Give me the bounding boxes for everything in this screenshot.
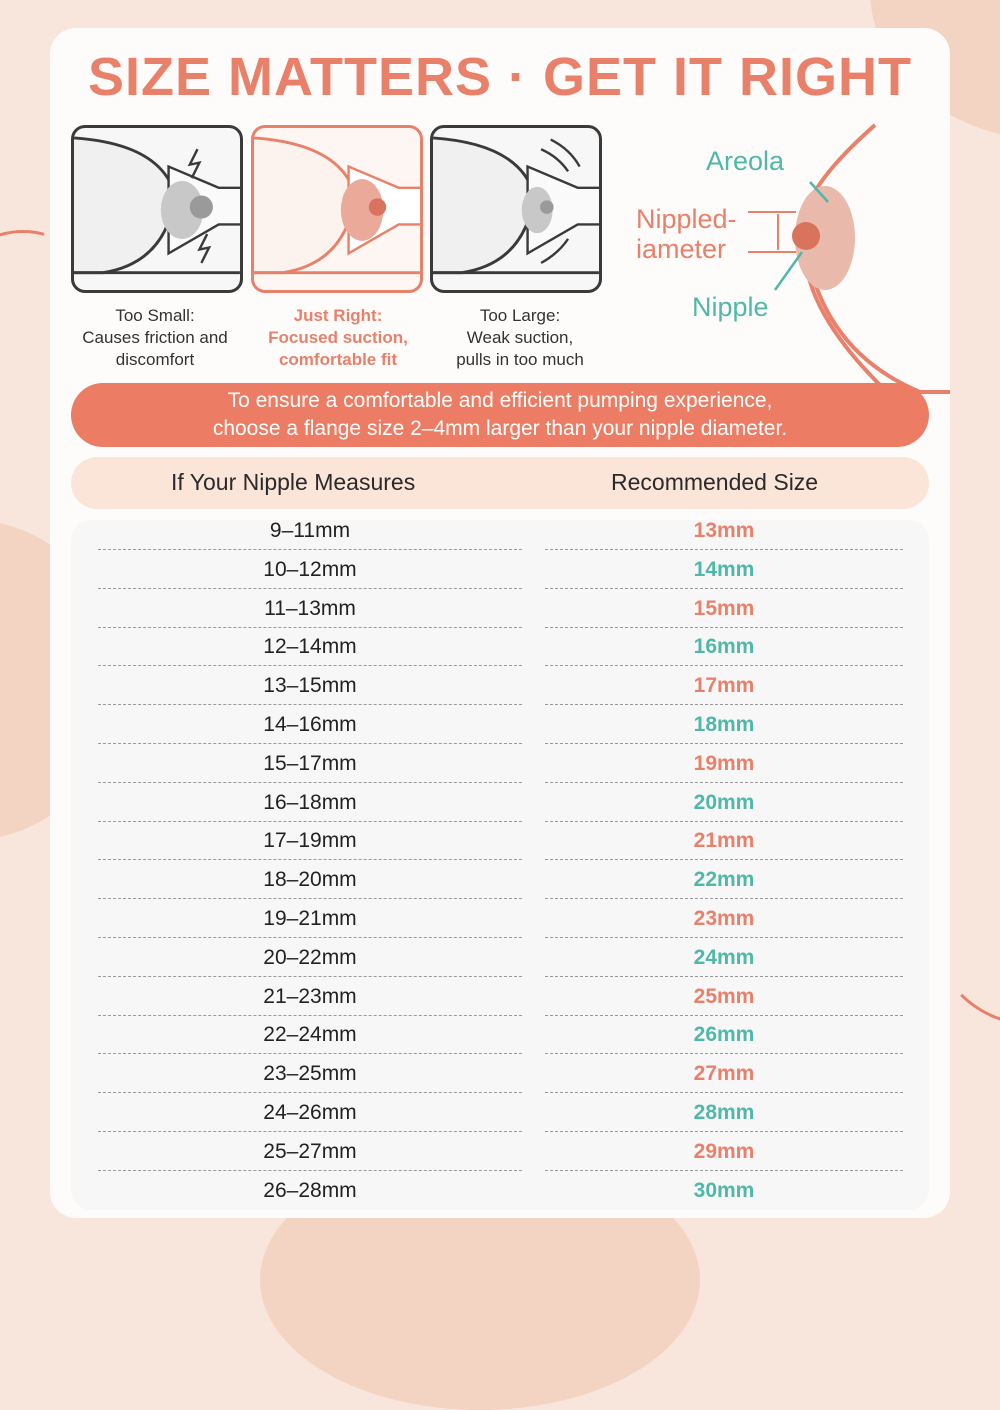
table-row [0, 705, 1000, 744]
just-right-caption [243, 305, 433, 371]
caption-line: Too Small: [115, 306, 195, 325]
flange-just-right-icon [251, 125, 423, 293]
recommended-size-cell: 21mm [693, 829, 755, 853]
caption-line: Weak suction, [466, 328, 574, 347]
nipple-measure-cell: 12–14mm [263, 635, 357, 659]
recommended-size-cell: 13mm [693, 519, 755, 542]
anatomy-diagram [620, 120, 950, 395]
table-row [0, 938, 1000, 977]
table-row [0, 860, 1000, 899]
size-column-header: Recommended Size [611, 469, 819, 495]
table-row [0, 511, 1000, 550]
diameter-label-line: Nippled- [636, 204, 737, 234]
recommended-size-cell: 22mm [693, 868, 755, 892]
caption-line: Focused suction, [268, 328, 408, 347]
recommended-size-cell: 24mm [693, 945, 755, 969]
advice-line: choose a flange size 2–4mm larger than your nipple diameter. [212, 417, 788, 440]
nipple-measure-cell: 23–25mm [263, 1062, 357, 1086]
nipple-measure-cell: 15–17mm [263, 751, 357, 775]
nipple-measure-cell: 20–22mm [263, 945, 357, 969]
measure-column-header: If Your Nipple Measures [171, 469, 416, 495]
table-header [71, 457, 929, 509]
caption-line: Just Right: [293, 306, 383, 325]
recommended-size-cell: 27mm [693, 1062, 755, 1086]
recommended-size-cell: 25mm [693, 984, 755, 1008]
advice-banner [71, 383, 929, 447]
table-row [0, 1015, 1000, 1054]
table-row [0, 783, 1000, 822]
table-row [0, 1054, 1000, 1093]
recommended-size-cell: 17mm [693, 674, 755, 698]
caption-line: Too Large: [479, 306, 561, 325]
recommended-size-cell: 19mm [693, 751, 755, 775]
nipple-measure-cell: 9–11mm [269, 519, 351, 542]
table-row [0, 627, 1000, 666]
advice-line: To ensure a comfortable and efficient pumping experience, [227, 389, 773, 412]
flange-too-small-icon [71, 125, 243, 293]
recommended-size-cell: 14mm [693, 557, 755, 581]
recommended-size-cell: 26mm [693, 1023, 755, 1047]
table-row [0, 821, 1000, 860]
table-row [0, 899, 1000, 938]
too-large-caption [425, 305, 615, 371]
nipple-measure-cell: 22–24mm [263, 1023, 357, 1047]
nipple-label: Nipple [692, 292, 769, 322]
recommended-size-cell: 23mm [693, 906, 755, 930]
recommended-size-cell: 16mm [693, 635, 755, 659]
diameter-label [636, 204, 737, 264]
nipple-measure-cell: 14–16mm [263, 712, 357, 736]
nipple-measure-cell: 26–28mm [263, 1178, 357, 1202]
table-row [0, 550, 1000, 589]
recommended-size-cell: 20mm [693, 790, 755, 814]
recommended-size-cell: 18mm [693, 712, 755, 736]
flange-too-large-icon [430, 125, 602, 293]
nipple-measure-cell: 24–26mm [263, 1100, 357, 1124]
table-row [0, 589, 1000, 628]
nipple-measure-cell: 10–12mm [263, 557, 357, 581]
table-row [0, 1171, 1000, 1210]
recommended-size-cell: 15mm [693, 596, 755, 620]
nipple-measure-cell: 16–18mm [263, 790, 357, 814]
recommended-size-cell: 28mm [693, 1100, 755, 1124]
nipple-measure-cell: 25–27mm [263, 1139, 357, 1163]
areola-label: Areola [706, 146, 785, 176]
table-row [0, 1132, 1000, 1171]
too-small-caption [60, 305, 250, 371]
nipple-measure-cell: 19–21mm [263, 906, 357, 930]
table-row [0, 977, 1000, 1016]
nipple-measure-cell: 18–20mm [263, 868, 357, 892]
nipple-measure-cell: 17–19mm [263, 829, 357, 853]
size-table [0, 511, 1000, 1209]
caption-line: discomfort [115, 350, 195, 369]
nipple-measure-cell: 11–13mm [264, 596, 356, 620]
nipple-measure-cell: 13–15mm [263, 674, 357, 698]
caption-line: Causes friction and [82, 328, 228, 347]
table-row [0, 666, 1000, 705]
recommended-size-cell: 29mm [693, 1139, 755, 1163]
caption-line: comfortable fit [278, 350, 398, 369]
table-row [0, 1093, 1000, 1132]
diameter-label-line: iameter [636, 234, 727, 264]
recommended-size-cell: 30mm [693, 1178, 755, 1202]
caption-line: pulls in too much [456, 350, 584, 369]
page-title: SIZE MATTERS · GET IT RIGHT [88, 47, 912, 107]
nipple-measure-cell: 21–23mm [263, 984, 357, 1008]
table-row [0, 744, 1000, 783]
